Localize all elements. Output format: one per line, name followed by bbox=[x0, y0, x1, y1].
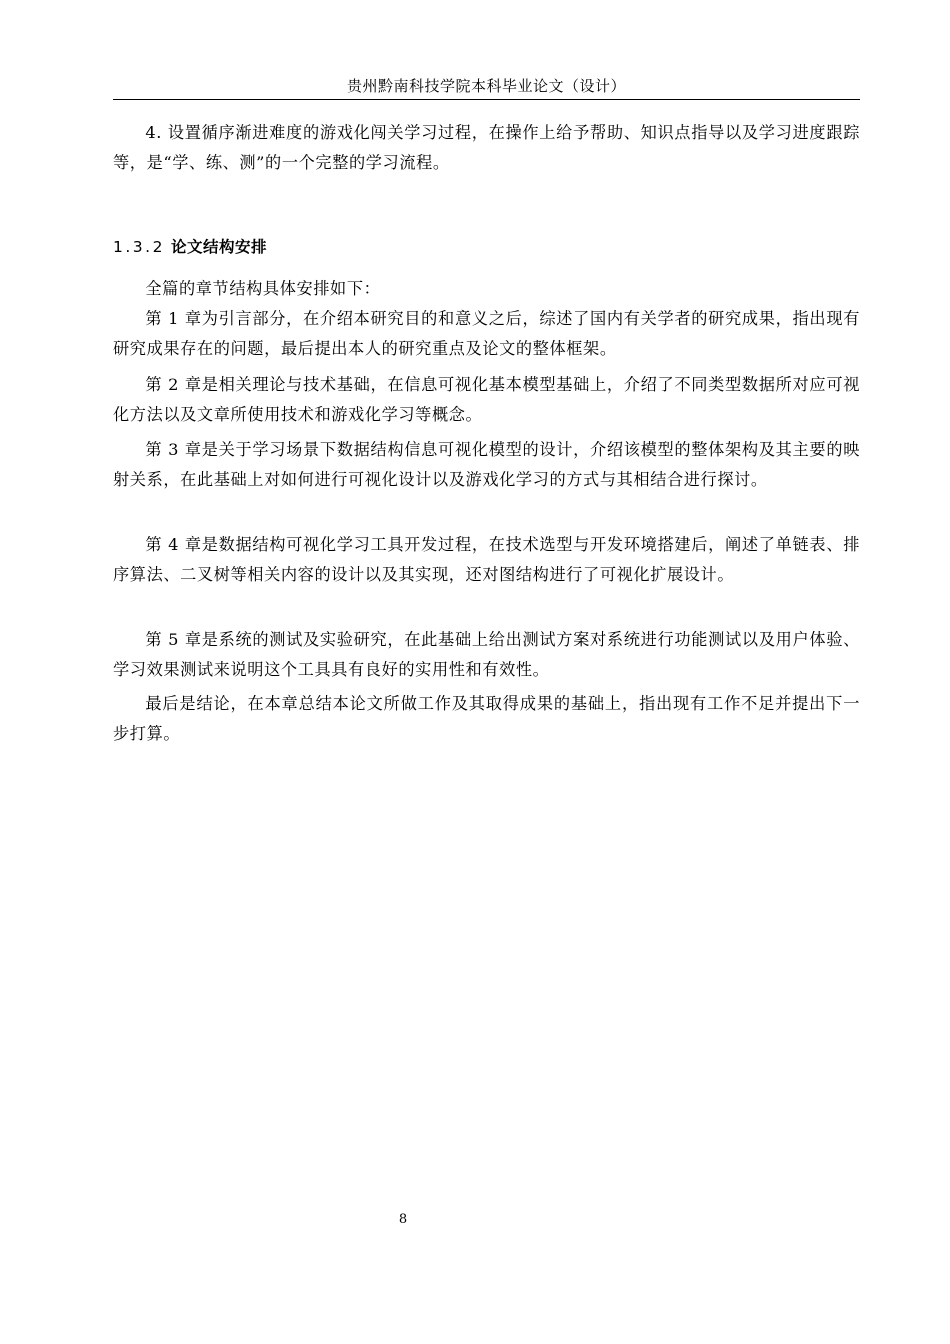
paragraph-conclusion: 最后是结论，在本章总结本论文所做工作及其取得成果的基础上，指出现有工作不足并提出下一步打算。 bbox=[113, 694, 860, 743]
section-number: 1.3.2 bbox=[113, 238, 165, 256]
paragraph-intro: 全篇的章节结构具体安排如下： bbox=[145, 279, 381, 298]
paragraph-chapter-2: 第 2 章是相关理论与技术基础，在信息可视化基本模型基础上，介绍了不同类型数据所对应可视化方法以及文章所使用技术和游戏化学习等概念。 bbox=[113, 375, 860, 424]
section-title: 论文结构安排 bbox=[170, 238, 267, 256]
page-number: 8 bbox=[398, 1212, 408, 1227]
paragraph-chapter-4: 第 4 章是数据结构可视化学习工具开发过程，在技术选型与开发环境搭建后，阐述了单链表、排序算法、二叉树等相关内容的设计以及其实现，还对图结构进行了可视化扩展设计。 bbox=[113, 535, 860, 584]
section-heading bbox=[113, 234, 267, 260]
paragraph-chapter-5: 第 5 章是系统的测试及实验研究，在此基础上给出测试方案对系统进行功能测试以及用户体验、学习效果测试来说明这个工具具有良好的实用性和有效性。 bbox=[113, 630, 860, 679]
page-header: 贵州黔南科技学院本科毕业论文（设计） bbox=[346, 77, 626, 95]
paragraph-item-4: 4. 设置循序渐进难度的游戏化闯关学习过程，在操作上给予帮助、知识点指导以及学习进度跟踪等，是“学、练、测”的一个完整的学习流程。 bbox=[113, 123, 860, 172]
paragraph-chapter-3: 第 3 章是关于学习场景下数据结构信息可视化模型的设计，介绍该模型的整体架构及其主要的映射关系，在此基础上对如何进行可视化设计以及游戏化学习的方式与其相结合进行探讨。 bbox=[113, 440, 860, 489]
paragraph-chapter-1: 第 1 章为引言部分，在介绍本研究目的和意义之后，综述了国内有关学者的研究成果，指出现有研究成果存在的问题，最后提出本人的研究重点及论文的整体框架。 bbox=[113, 309, 860, 358]
header-rule bbox=[113, 99, 860, 100]
